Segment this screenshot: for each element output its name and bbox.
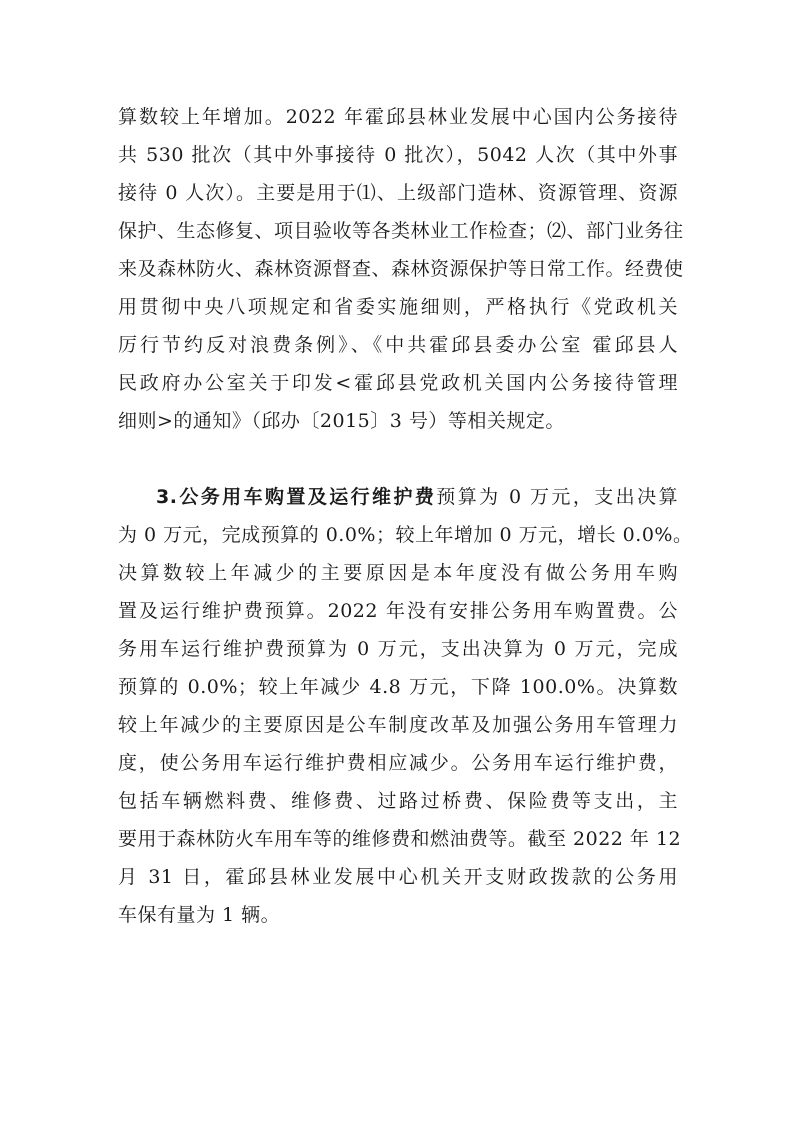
text-line: 务用车运行维护费预算为 0 万元，支出决算为 0 万元，完成 — [118, 638, 678, 660]
text-line: 共 530 批次（其中外事接待 0 批次），5042 人次（其中外事 — [118, 144, 678, 166]
text-line: 置及运行维护费预算。2022 年没有安排公务用车购置费。公 — [118, 600, 678, 622]
text-line: 厉行节约反对浪费条例》、《中共霍邱县委办公室 霍邱县人 — [118, 334, 678, 356]
text-line: 车保有量为 1 辆。 — [118, 904, 281, 926]
text-line: 保护、生态修复、项目验收等各类林业工作检查；⑵、部门业务往 — [118, 220, 684, 242]
text-line: 预算的 0.0%；较上年减少 4.8 万元，下降 100.0%。决算数 — [118, 676, 678, 698]
text-line: 细则>的通知》（邱办〔2015〕3 号）等相关规定。 — [118, 410, 565, 432]
text-line: 民政府办公室关于印发<霍邱县党政机关国内公务接待管理 — [118, 372, 678, 394]
text-line: 包括车辆燃料费、维修费、过路过桥费、保险费等支出，主 — [118, 790, 678, 812]
text-line: 为 0 万元，完成预算的 0.0%；较上年增加 0 万元，增长 0.0%。 — [118, 524, 693, 546]
text-line: 度，使公务用车运行维护费相应减少。公务用车运行维护费， — [118, 752, 678, 774]
text-line: 来及森林防火、森林资源督查、森林资源保护等日常工作。经费使 — [118, 258, 684, 280]
section-first-line — [156, 478, 678, 516]
text-line: 月 31 日，霍邱县林业发展中心机关开支财政拨款的公务用 — [118, 866, 678, 888]
text-line: 决算数较上年减少的主要原因是本年度没有做公务用车购 — [118, 562, 678, 584]
text-line: 要用于森林防火车用车等的维修费和燃油费等。截至 2022 年 12 — [118, 828, 682, 850]
text-line: 算数较上年增加。2022 年霍邱县林业发展中心国内公务接待 — [118, 106, 678, 128]
section-first-line-text: 预算为 0 万元，支出决算 — [436, 486, 678, 508]
text-line: 用贯彻中央八项规定和省委实施细则，严格执行《党政机关 — [118, 296, 678, 318]
section-heading: 3.公务用车购置及运行维护费 — [156, 486, 437, 508]
text-line: 较上年减少的主要原因是公车制度改革及加强公务用车管理力 — [118, 714, 678, 736]
text-line: 接待 0 人次）。主要是用于⑴、上级部门造林、资源管理、资源 — [118, 182, 678, 204]
